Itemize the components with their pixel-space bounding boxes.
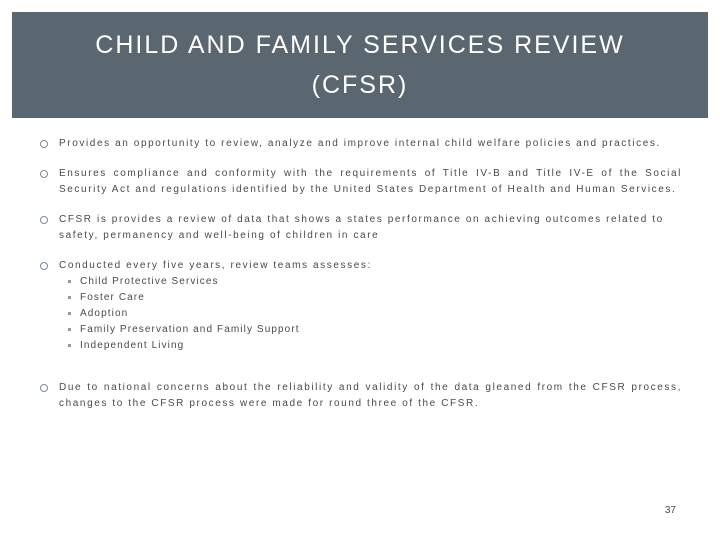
sub-bullet-text: Foster Care xyxy=(80,292,145,303)
sub-bullet-text: Family Preservation and Family Support xyxy=(80,324,300,335)
square-bullet-icon xyxy=(68,280,71,283)
sub-bullet-item xyxy=(68,322,682,338)
bullet-item xyxy=(40,258,682,354)
sub-bullet-item xyxy=(68,338,682,354)
circle-bullet-icon xyxy=(40,216,48,224)
square-bullet-icon xyxy=(68,328,71,331)
bullet-item xyxy=(40,166,682,198)
sub-bullet-item xyxy=(68,306,682,322)
bullet-text: Conducted every five years, review teams assesses: xyxy=(59,260,372,271)
bullet-item xyxy=(40,380,682,412)
sub-bullet-text: Adoption xyxy=(80,308,129,319)
sub-bullet-text: Child Protective Services xyxy=(80,276,219,287)
square-bullet-icon xyxy=(68,312,71,315)
bullet-list xyxy=(40,136,682,426)
bullet-text: Provides an opportunity to review, analyze and improve internal child welfare policies and practices. xyxy=(59,138,661,149)
square-bullet-icon xyxy=(68,344,71,347)
circle-bullet-icon xyxy=(40,140,48,148)
bullet-item xyxy=(40,212,682,244)
sub-bullet-item xyxy=(68,274,682,290)
title-band xyxy=(12,12,708,118)
sub-bullet-text: Independent Living xyxy=(80,340,185,351)
circle-bullet-icon xyxy=(40,170,48,178)
circle-bullet-icon xyxy=(40,262,48,270)
page-number: 37 xyxy=(664,505,676,516)
sub-bullet-list xyxy=(59,274,682,354)
circle-bullet-icon xyxy=(40,384,48,392)
bullet-text: Ensures compliance and conformity with the requirements of Title IV-B and Title IV-E of the Social Security Act and regulations identified by the United States Department of Health and Human Services. xyxy=(59,168,682,195)
slide-title: CHILD AND FAMILY SERVICES REVIEW (CFSR) xyxy=(95,31,625,99)
bullet-item xyxy=(40,136,682,152)
bullet-text: Due to national concerns about the reliability and validity of the data gleaned from the CFSR process, changes to the CFSR process were made for round three of the CFSR. xyxy=(59,382,682,409)
square-bullet-icon xyxy=(68,296,71,299)
sub-bullet-item xyxy=(68,290,682,306)
bullet-text: CFSR is provides a review of data that shows a states performance on achieving outcomes related to safety, permanency and well-being of children in care xyxy=(59,214,664,241)
